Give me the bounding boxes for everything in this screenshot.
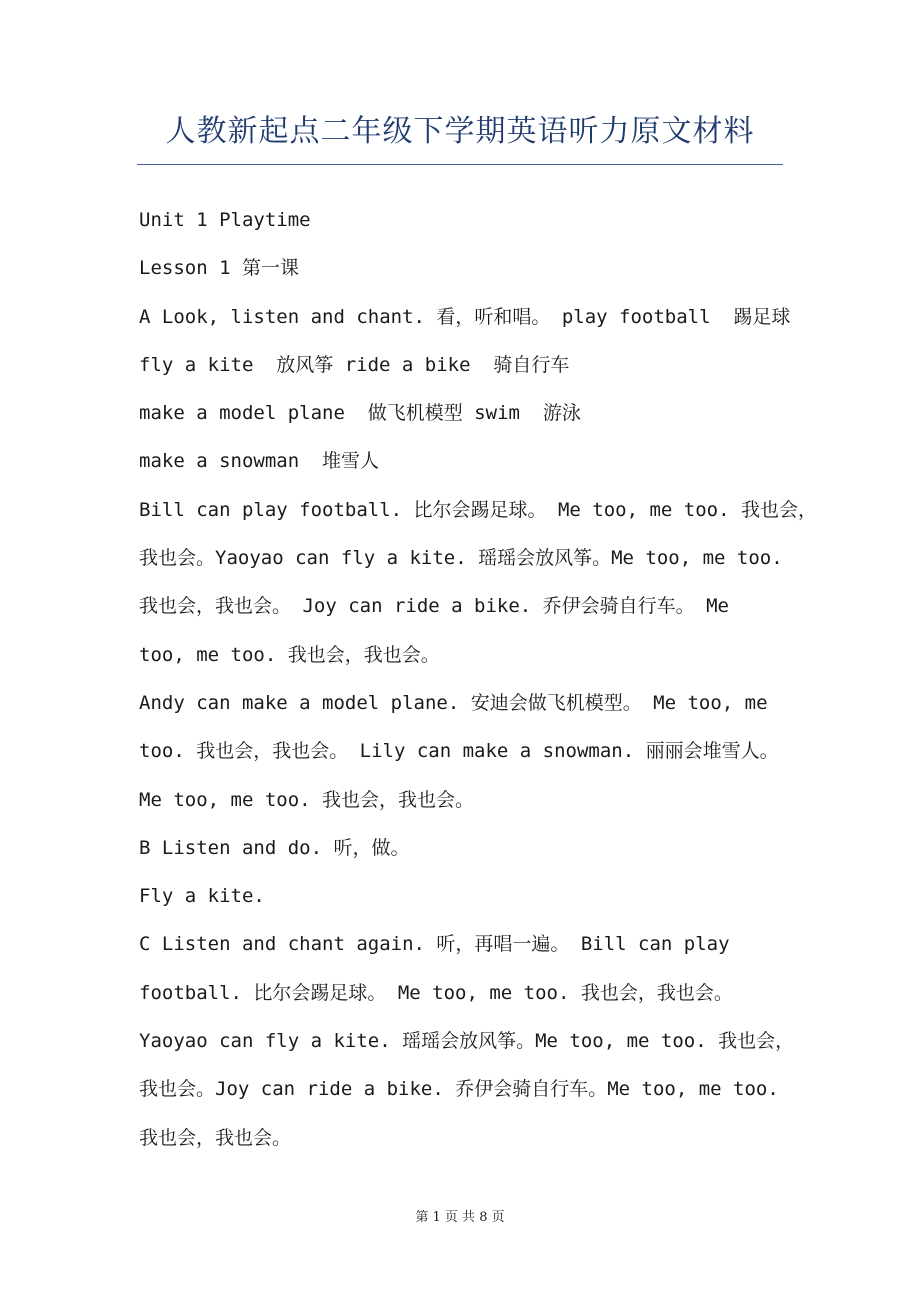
text-line: 我也会，我也会。	[139, 1126, 292, 1149]
title-divider	[137, 164, 783, 165]
text-line: 我也会。Yaoyao can fly a kite. 瑶瑶会放风筝。Me too, me too.	[139, 547, 783, 570]
text-line: 我也会，我也会。 Joy can ride a bike. 乔伊会骑自行车。 Me	[139, 595, 729, 618]
text-line: 我也会。Joy can ride a bike. 乔伊会骑自行车。Me too, me too.	[139, 1078, 779, 1101]
text-line: B Listen and do. 听，做。	[139, 836, 410, 859]
text-line: Yaoyao can fly a kite. 瑶瑶会放风筝。Me too, me too. 我也会，	[139, 1030, 795, 1053]
text-line: make a snowman 堆雪人	[139, 450, 380, 473]
text-line: football. 比尔会踢足球。 Me too, me too. 我也会，我也会。	[139, 981, 733, 1004]
unit-heading: Unit 1 Playtime	[139, 209, 311, 231]
text-line: Me too, me too. 我也会，我也会。	[139, 788, 475, 811]
text-line: fly a kite 放风筝 ride a bike 骑自行车	[139, 353, 570, 376]
text-line: Fly a kite.	[139, 885, 265, 908]
text-line: make a model plane 做飞机模型 swim 游泳	[139, 402, 581, 425]
document-body	[139, 196, 817, 1162]
text-line: C Listen and chant again. 听，再唱一遍。 Bill can play	[139, 933, 730, 956]
page-number-footer: 第 1 页 共 8 页	[415, 1210, 505, 1225]
document-title: 人教新起点二年级下学期英语听力原文材料	[165, 114, 755, 149]
lesson-heading: Lesson 1 第一课	[139, 257, 299, 280]
text-line: Bill can play football. 比尔会踢足球。 Me too, me too. 我也会，	[139, 498, 817, 521]
text-line: too. 我也会，我也会。 Lily can make a snowman. 丽丽会堆雪人。	[139, 740, 779, 763]
text-line: Andy can make a model plane. 安迪会做飞机模型。 Me too, me	[139, 691, 768, 714]
text-line: A Look, listen and chant. 看，听和唱。 play football 踢足球	[139, 305, 791, 328]
text-line: too, me too. 我也会，我也会。	[139, 643, 440, 666]
